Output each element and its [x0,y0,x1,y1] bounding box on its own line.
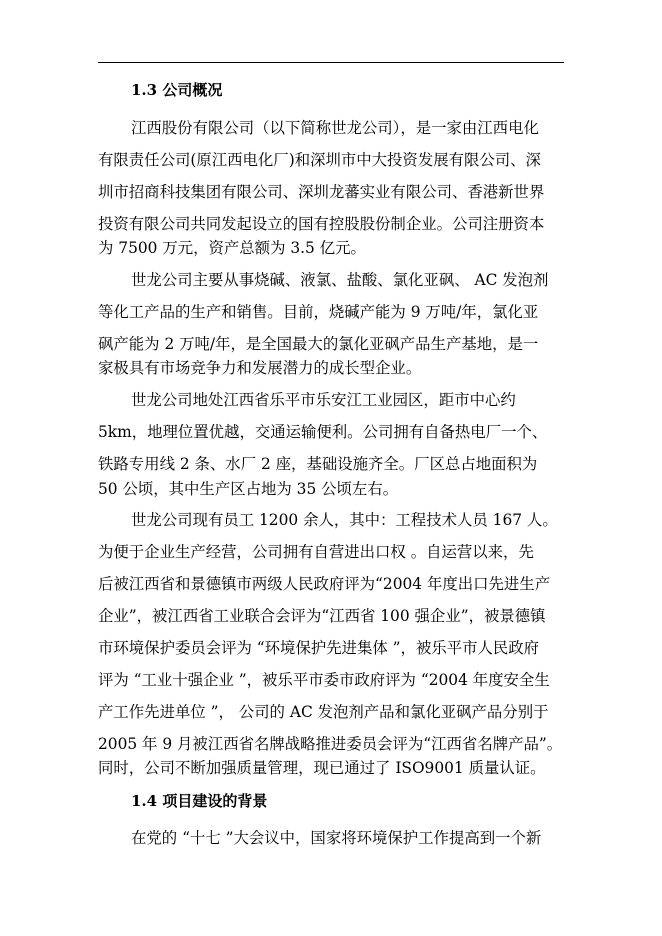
paragraph-line: 江西股份有限公司（以下简称世龙公司），是一家由江西电化 [131,119,539,137]
paragraph-line: 同时，公司不断加强质量管理，现已通过了 ISO9001 质量认证。 [98,759,546,777]
paragraph-line: 等化工产品的生产和销售。目前，烧碱产能为 9 万吨/年，氯化亚 [98,303,539,321]
paragraph-line: 评为 “工业十强企业 ”，被乐平市委市政府评为 “2004 年度安全生 [98,671,550,689]
paragraph-line: 企业”，被江西省工业联合会评为“江西省 100 强企业”，被景德镇 [98,607,546,625]
paragraph-line: 圳市招商科技集团有限公司、深圳龙蕃实业有限公司、香港新世界 [98,183,545,201]
paragraph-line: 2005 年 9 月被江西省名牌战略推进委员会评为“江西省名牌产品”。 [98,735,563,753]
paragraph-line: 世龙公司现有员工 1200 余人，其中：工程技术人员 167 人。 [131,511,558,529]
paragraph-line: 投资有限公司共同发起设立的国有控股股份制企业。公司注册资本 [98,215,545,233]
header-rule [98,62,564,63]
paragraph-line: 世龙公司地处江西省乐平市乐安江工业园区，距市中心约 [131,391,516,409]
paragraph-line: 有限责任公司(原江西电化厂)和深圳市中大投资发展有限公司、深 [98,151,541,169]
paragraph-line: 50 公顷，其中生产区占地为 35 公顷左右。 [98,480,399,498]
paragraph-line: 后被江西省和景德镇市两级人民政府评为“2004 年度出口先进生产 [98,575,551,593]
paragraph-line: 在党的 “十七 ”大会议中，国家将环境保护工作提高到一个新 [131,829,542,847]
paragraph-line: 市环境保护委员会评为 “环境保护先进集体 ”，被乐平市人民政府 [98,639,540,657]
paragraph-line: 为便于企业生产经营，公司拥有自营进出口权 。自运营以来，先 [98,543,534,561]
paragraph-line: 产工作先进单位 ”， 公司的 AC 发泡剂产品和氯化亚砜产品分别于 [98,703,549,721]
paragraph-line: 5km，地理位置优越，交通运输便利。公司拥有自备热电厂一个、 [98,423,548,441]
section-heading-1-4: 1.4 项目建设的背景 [131,792,268,810]
paragraph-line: 家极具有市场竞争力和发展潜力的成长型企业。 [98,359,422,377]
paragraph-line: 砜产能为 2 万吨/年，是全国最大的氯化亚砜产品生产基地，是一 [98,335,539,353]
paragraph-line: 为 7500 万元，资产总额为 3.5 亿元。 [98,239,366,257]
paragraph-line: 铁路专用线 2 条、水厂 2 座，基础设施齐全。厂区总占地面积为 [98,455,538,473]
section-heading-1-3: 1.3 公司概况 [131,81,223,99]
paragraph-line: 世龙公司主要从事烧碱、液氯、盐酸、氯化亚砜、 AC 发泡剂 [131,271,549,289]
